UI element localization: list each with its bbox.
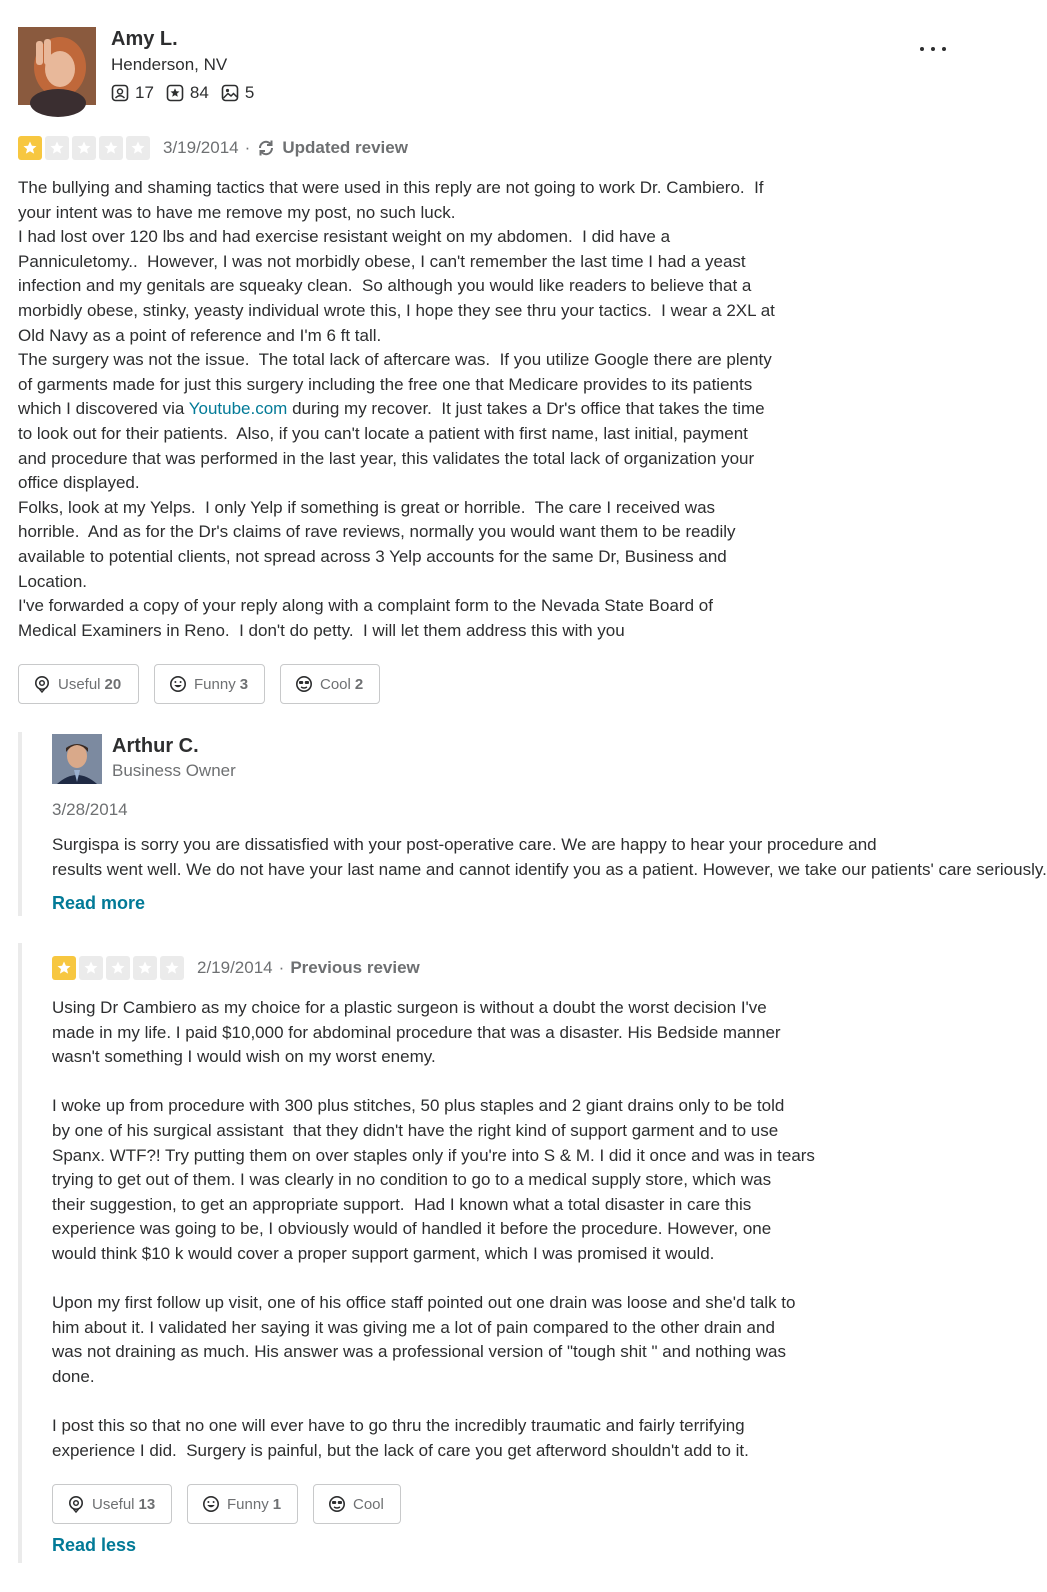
owner-reply-line: Surgispa is sorry you are dissatisfied with your post-operative care. We are happy to hear your procedure and <box>52 835 877 854</box>
lightbulb-icon <box>33 675 51 693</box>
star-icon <box>133 956 157 980</box>
separator: · <box>278 958 285 977</box>
reply-divider <box>18 732 22 916</box>
star-icon <box>45 136 69 160</box>
star-icon <box>18 136 42 160</box>
more-options-button[interactable] <box>918 37 948 61</box>
review-date: 3/19/2014 <box>163 138 239 157</box>
updated-review-text: Updated review <box>282 138 408 157</box>
friends-icon <box>111 84 129 102</box>
owner-reply-line: results went well. We do not have your last name and cannot identify you as a patient. However, we take our patients' care seriously. <box>52 859 1047 879</box>
reviews-count: 84 <box>189 83 209 102</box>
star-icon <box>79 956 103 980</box>
reviews-stat <box>166 83 209 103</box>
review-text <box>18 176 938 643</box>
cool-count: 2 <box>354 675 364 693</box>
funny-label: Funny <box>227 1495 269 1513</box>
funny-label: Funny <box>194 675 236 693</box>
reviewer-stats <box>111 83 266 103</box>
previous-review-label: Previous review <box>290 958 420 977</box>
owner-role: Business Owner <box>112 761 236 780</box>
owner-name: Arthur C. <box>112 735 199 757</box>
read-more-link[interactable]: Read more <box>52 893 146 913</box>
useful-count: 13 <box>138 1495 156 1513</box>
dot-icon <box>920 47 924 51</box>
avatar[interactable] <box>18 27 96 105</box>
updated-review-label <box>256 138 408 158</box>
lightbulb-icon <box>67 1495 85 1513</box>
reviewer-name[interactable]: Amy L. <box>111 28 178 50</box>
star-icon <box>126 136 150 160</box>
useful-label: Useful <box>58 675 101 693</box>
useful-button[interactable] <box>18 664 139 704</box>
star-rating <box>18 136 153 160</box>
star-icon <box>52 956 76 980</box>
photos-stat <box>221 83 254 103</box>
photo-icon <box>221 84 239 102</box>
friends-count: 17 <box>135 83 154 102</box>
funny-count: 1 <box>272 1495 282 1513</box>
star-badge-icon <box>166 84 184 102</box>
previous-review-divider <box>18 943 22 1563</box>
funny-button[interactable] <box>187 1484 298 1524</box>
smile-icon <box>169 675 187 693</box>
cool-label: Cool <box>353 1495 384 1513</box>
previous-rating-row <box>52 956 420 980</box>
sunglasses-icon <box>295 675 313 693</box>
funny-count: 3 <box>239 675 249 693</box>
star-rating <box>52 956 187 980</box>
owner-reply-date: 3/28/2014 <box>52 800 128 819</box>
previous-review-date: 2/19/2014 <box>197 958 273 977</box>
star-icon <box>106 956 130 980</box>
reviewer-location: Henderson, NV <box>111 55 228 74</box>
cool-button[interactable] <box>313 1484 401 1524</box>
friends-stat <box>111 83 154 103</box>
star-icon <box>99 136 123 160</box>
cool-button[interactable] <box>280 664 380 704</box>
useful-label: Useful <box>92 1495 135 1513</box>
review-text-part2: during my recover. It just takes a Dr's office that takes the time to look out for their patients. Also, if you can't locate a patient with first name, last initial, payment and procedure that was performed in the last year, this validates the total lack of organization your office displayed. Folks, look at my Yelps. I only Yelp if something is great or horrible. The care I received was horrible. And as for the Dr's claims of rave reviews, normally you would want them to be readily available to potential clients, not spread across 3 Yelp accounts for the same Dr, Business and Location. I've forwarded a copy of your reply along with a complaint form to the Nevada State Board of Medical Examiners in Reno. I don't do petty. I will let them address this with you <box>18 399 765 640</box>
reviewer-header <box>18 27 948 107</box>
refresh-icon <box>256 138 276 158</box>
star-icon <box>72 136 96 160</box>
read-less-link[interactable]: Read less <box>52 1535 137 1555</box>
previous-review-reactions <box>52 1484 416 1524</box>
dot-icon <box>931 47 935 51</box>
previous-review-text: Using Dr Cambiero as my choice for a plastic surgeon is without a doubt the worst decision I've made in my life. I paid $10,000 for abdominal procedure that was a disaster. His Bedside manner wasn't something I would wish on my worst enemy. I woke up from procedure with 300 plus stitches, 50 plus staples and 2 giant drains only to be told by one of his surgical assistant that they didn't have the right kind of support garment and to use Spanx. WTF?! Try putting them on over staples only if you're into S & M. I did it once and was in tears trying to get out of them. I was clearly in no condition to go to a medical supply store, which was their suggestion, to get an appropriate support. Had I known what a total disaster in care this experience was going to be, I obviously would of handled it before the procedure. However, one would think $10 k would cover a proper support garment, which I was promised it would. Upon my first follow up visit, one of his office staff pointed out one drain was loose and she'd talk to him about it. I validated her saying it was giving me a lot of pain compared to the other drain and was not draining as much. His answer was a professional version of "tough shit " and nothing was done. I post this so that no one will ever have to go thru the incredibly traumatic and fairly terrifying experience I did. Surgery is painful, but the lack of care you get afterword shouldn't add to it. <box>52 998 815 1460</box>
smile-icon <box>202 1495 220 1513</box>
review-text-part1: The bullying and shaming tactics that were used in this reply are not going to work Dr. Cambiero. If your intent was to have me remove my post, no such luck. I had lost over 120 lbs and had exercise resistant weight on my abdomen. I did have a Panniculetomy.. However, I was not morbidly obese, I can't remember the last time I had a yeast infection and my genitals are squeaky clean. So although you would like readers to believe that a morbidly obese, stinky, yeasty individual wrote this, I hope they see thru your tactics. I wear a 2XL at Old Navy as a point of reference and I'm 6 ft tall. The surgery was not the issue. The total lack of aftercare was. If you utilize Google there are plenty of garments made for just this surgery including the free one that Medicare provides to its patients which I discovered via <box>18 178 775 419</box>
cool-label: Cool <box>320 675 351 693</box>
useful-button[interactable] <box>52 1484 172 1524</box>
owner-avatar[interactable] <box>52 734 102 784</box>
dot-icon <box>942 47 946 51</box>
useful-count: 20 <box>104 675 122 693</box>
funny-button[interactable] <box>154 664 265 704</box>
review-rating-row <box>18 136 408 160</box>
sunglasses-icon <box>328 1495 346 1513</box>
separator: · <box>244 138 251 157</box>
star-icon <box>160 956 184 980</box>
photos-count: 5 <box>244 83 255 102</box>
owner-reply-text <box>52 833 1047 882</box>
review-reactions <box>18 664 395 704</box>
youtube-link[interactable]: Youtube.com <box>188 399 288 419</box>
